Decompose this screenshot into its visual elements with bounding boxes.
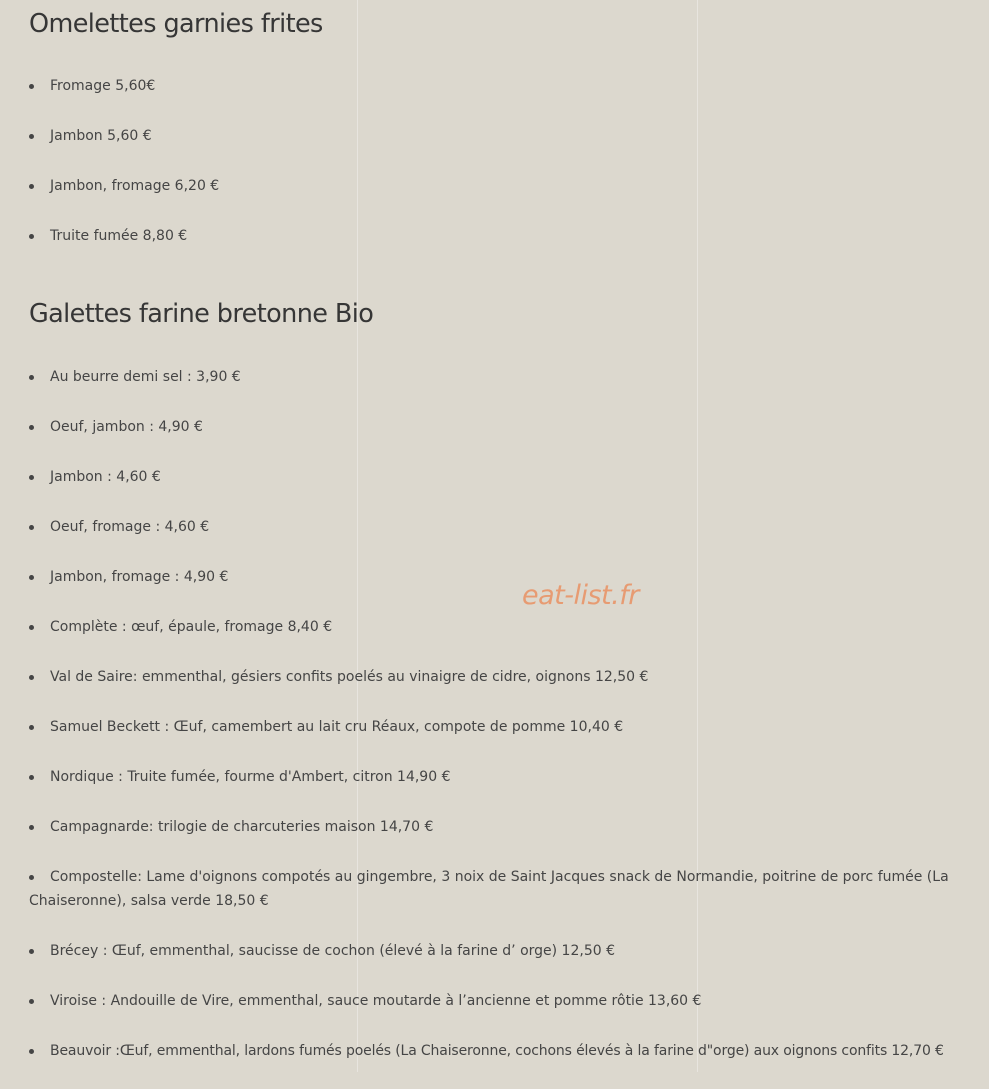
menu-item: [29, 939, 975, 963]
menu-item: [29, 74, 975, 98]
menu-list: [29, 74, 975, 248]
menu-item-text: Brécey : Œuf, emmenthal, saucisse de cochon (élevé à la farine d’ orge) 12,50 €: [50, 942, 615, 959]
menu-item-text: Jambon 5,60 €: [50, 127, 152, 144]
menu-item: [29, 989, 975, 1013]
menu-item-text: Samuel Beckett : Œuf, camembert au lait cru Réaux, compote de pomme 10,40 €: [50, 718, 624, 735]
menu-section-galettes: [29, 299, 975, 1089]
menu-item-text: Jambon, fromage 6,20 €: [50, 177, 220, 194]
menu-item-text: Beauvoir :Œuf, emmenthal, lardons fumés poelés (La Chaiseronne, cochons élevés à la farine d"orge) aux oignons confits 12,70 €: [50, 1042, 944, 1059]
menu-item: [29, 815, 975, 839]
menu-item: [29, 174, 975, 198]
bullet-icon: [29, 875, 34, 880]
menu-item-text: Campagnarde: trilogie de charcuteries maison 14,70 €: [50, 818, 434, 835]
menu-item: [29, 565, 975, 589]
menu-item-text: Val de Saire: emmenthal, gésiers confits poelés au vinaigre de cidre, oignons 12,50 €: [50, 668, 649, 685]
menu-item: [29, 415, 975, 439]
bullet-icon: [29, 825, 34, 830]
menu-item-text: Jambon, fromage : 4,90 €: [50, 568, 229, 585]
menu-section-omelettes: [29, 9, 975, 274]
menu-item: [29, 365, 975, 389]
menu-item: [29, 515, 975, 539]
menu-item: [29, 224, 975, 248]
watermark-text: eat-list.fr: [522, 580, 639, 611]
menu-list: [29, 365, 975, 1063]
bullet-icon: [29, 725, 34, 730]
bullet-icon: [29, 949, 34, 954]
bullet-icon: [29, 999, 34, 1004]
menu-item-text: Viroise : Andouille de Vire, emmenthal, sauce moutarde à l’ancienne et pomme rôtie 13,60 €: [50, 992, 702, 1009]
bullet-icon: [29, 134, 34, 139]
bullet-icon: [29, 1049, 34, 1054]
bullet-icon: [29, 84, 34, 89]
bullet-icon: [29, 625, 34, 630]
bullet-icon: [29, 184, 34, 189]
menu-item: [29, 765, 975, 789]
menu-item-text: Jambon : 4,60 €: [50, 468, 161, 485]
menu-item-text: Oeuf, jambon : 4,90 €: [50, 418, 203, 435]
menu-item-text: Oeuf, fromage : 4,60 €: [50, 518, 210, 535]
bullet-icon: [29, 234, 34, 239]
bullet-icon: [29, 425, 34, 430]
menu-item: [29, 665, 975, 689]
menu-item: [29, 615, 975, 639]
menu-item: [29, 865, 975, 913]
bullet-icon: [29, 475, 34, 480]
menu-item: [29, 124, 975, 148]
menu-item: [29, 1039, 975, 1063]
menu-item: [29, 465, 975, 489]
menu-item-text: Au beurre demi sel : 3,90 €: [50, 368, 241, 385]
menu-item-text: Fromage 5,60€: [50, 77, 156, 94]
menu-item-text: Truite fumée 8,80 €: [50, 227, 188, 244]
menu-item-text: Complète : œuf, épaule, fromage 8,40 €: [50, 618, 333, 635]
menu-item-text: Nordique : Truite fumée, fourme d'Ambert, citron 14,90 €: [50, 768, 451, 785]
menu-item-text: Compostelle: Lame d'oignons compotés au gingembre, 3 noix de Saint Jacques snack de Normandie, poitrine de porc fumée (La Chaiseronne), salsa verde 18,50 €: [29, 868, 949, 909]
menu-item: [29, 715, 975, 739]
bullet-icon: [29, 525, 34, 530]
section-title: Galettes farine bretonne Bio: [29, 299, 374, 329]
section-title: Omelettes garnies frites: [29, 9, 323, 39]
bullet-icon: [29, 675, 34, 680]
bullet-icon: [29, 775, 34, 780]
bullet-icon: [29, 575, 34, 580]
bullet-icon: [29, 375, 34, 380]
